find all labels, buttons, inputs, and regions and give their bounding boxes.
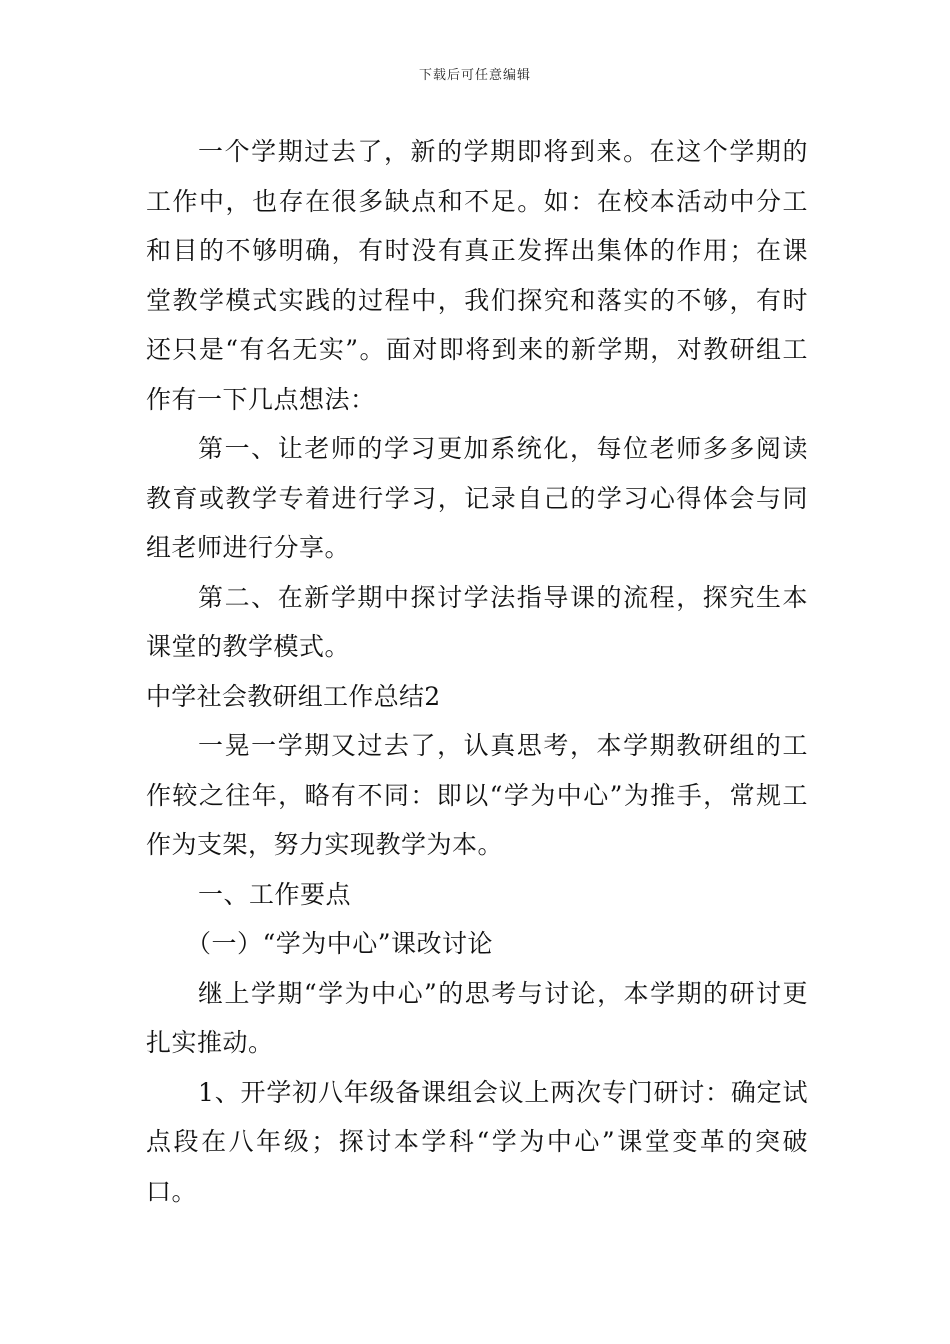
paragraph-summary-intro: 一晃一学期又过去了，认真思考，本学期教研组的工作较之往年，略有不同：即以“学为中心”为推手，常规工作为支架，努力实现教学为本。 bbox=[146, 731, 808, 859]
paragraph-point-one: 第一、让老师的学习更加系统化，每位老师多多阅读教育或教学专着进行学习，记录自己的学习心得体会与同组老师进行分享。 bbox=[146, 434, 808, 562]
subheading-curriculum-discussion: （一）“学为中心”课改讨论 bbox=[186, 929, 494, 958]
page-header: 下载后可任意编辑 bbox=[418, 68, 531, 83]
document-body bbox=[146, 127, 808, 1216]
paragraph-semester-reflection: 一个学期过去了，新的学期即将到来。在这个学期的工作中，也存在很多缺点和不足。如：在校本活动中分工和目的不够明确，有时没有真正发挥出集体的作用；在课堂教学模式实践的过程中，我们探究和落实的不够，有时还只是“有名无实”。面对即将到来的新学期，对教研组工作有一下几点想法： bbox=[146, 137, 808, 414]
subheading-work-points: 一、工作要点 bbox=[198, 879, 352, 909]
paragraph-continuation: 继上学期“学为中心”的思考与讨论，本学期的研讨更扎实推动。 bbox=[146, 978, 808, 1057]
section-title: 中学社会教研组工作总结2 bbox=[146, 681, 441, 711]
paragraph-item-one: 1、开学初八年级备课组会议上两次专门研讨：确定试点段在八年级；探讨本学科“学为中心”课堂变革的突破口。 bbox=[146, 1077, 808, 1206]
paragraph-point-two: 第二、在新学期中探讨学法指导课的流程，探究生本课堂的教学模式。 bbox=[146, 582, 808, 661]
